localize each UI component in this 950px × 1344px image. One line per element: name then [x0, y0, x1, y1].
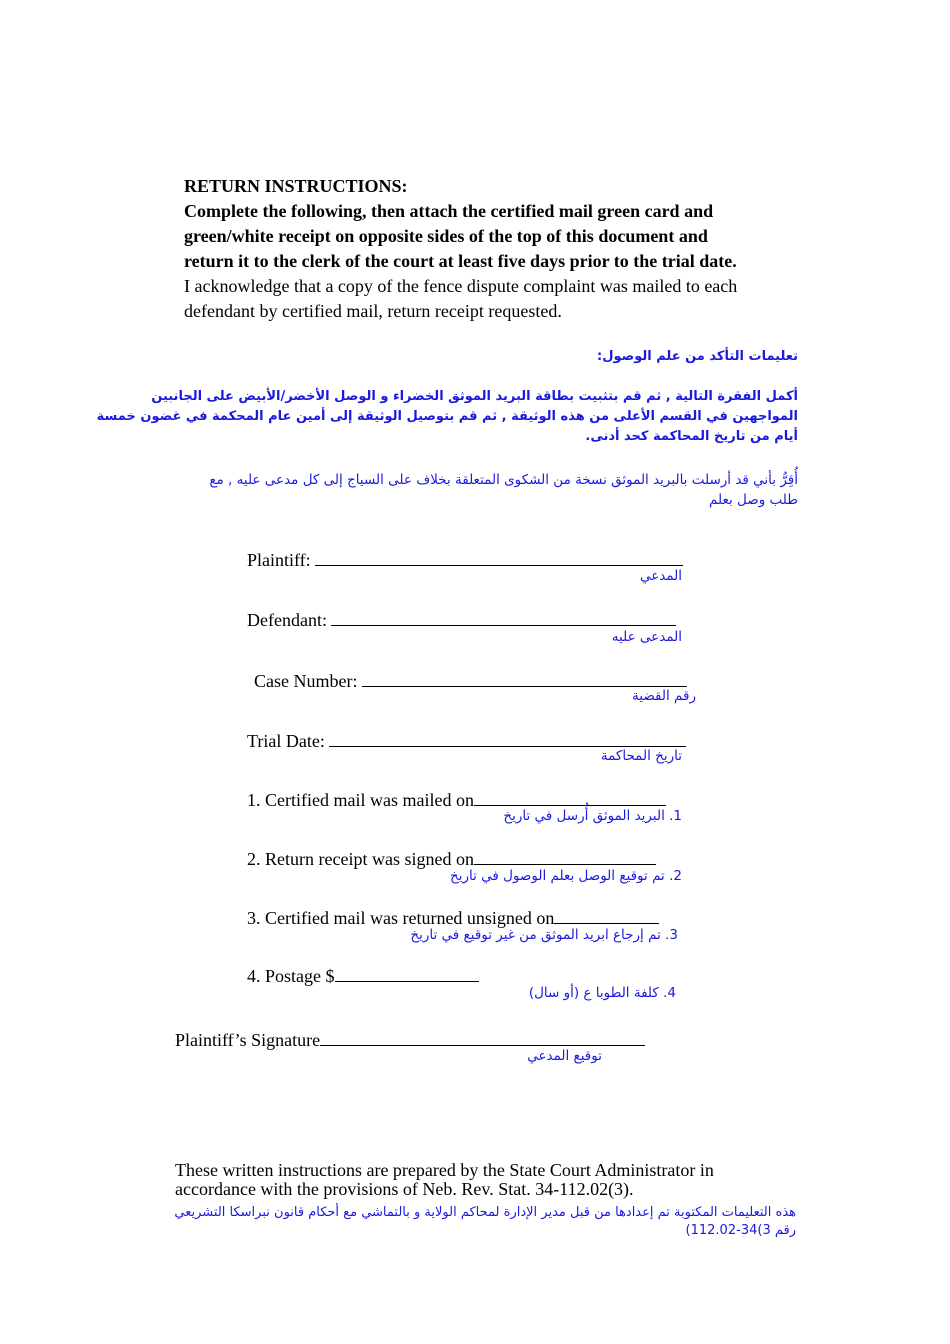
- blank-line[interactable]: [329, 728, 686, 747]
- arabic-instructions-line-3: أيام من تاريخ المحاكمة كحد أدنى.: [585, 429, 798, 444]
- footer-line-1: These written instructions are prepared by the State Court Administrator in: [175, 1160, 714, 1180]
- signature-arabic: توقيع المدعي: [527, 1048, 602, 1064]
- field-label: 4. Postage $: [247, 966, 335, 986]
- footer-line-2: accordance with the provisions of Neb. Rev. Stat. 34-112.02(3).: [175, 1179, 634, 1199]
- blank-line[interactable]: [362, 668, 687, 687]
- blank-line[interactable]: [335, 963, 479, 982]
- return-instructions-line-2: green/white receipt on opposite sides of the top of this document and: [184, 226, 708, 246]
- arabic-heading: تعليمات التأكد من علم الوصول:: [597, 349, 798, 364]
- blank-line[interactable]: [474, 846, 656, 865]
- field-arabic: المدعى عليه: [611, 629, 682, 645]
- field-label: Defendant:: [247, 610, 332, 630]
- return-instructions-line-1: Complete the following, then attach the certified mail green card and: [184, 201, 714, 221]
- field-label: Trial Date:: [247, 731, 330, 751]
- field-plaintiff[interactable]: [247, 547, 683, 571]
- field-label: Case Number:: [254, 671, 362, 691]
- signature-line[interactable]: [320, 1027, 645, 1046]
- field-arabic: رقم القضية: [632, 688, 696, 704]
- footer-arabic-line-2: رقم 3)34-112.02): [685, 1223, 796, 1238]
- blank-line[interactable]: [554, 905, 659, 924]
- blank-line[interactable]: [474, 787, 666, 806]
- field-arabic: 2. تم توقيع الوصل بعلم الوصول في تاريخ: [449, 868, 682, 884]
- field-postage[interactable]: [247, 963, 479, 987]
- field-arabic: 3. تم إرجاع ابريد الموثق من غير توقيع في تاريخ: [410, 927, 678, 943]
- field-arabic: تاريخ المحاكمة: [600, 748, 682, 764]
- field-label: 3. Certified mail was returned unsigned on: [247, 908, 555, 928]
- field-arabic: 4. كلفة الطوبا ع (أو سال): [528, 985, 676, 1001]
- field-arabic: المدعي: [639, 568, 682, 584]
- acknowledgement-line-2: defendant by certified mail, return receipt requested.: [184, 301, 562, 321]
- field-label: 2. Return receipt was signed on: [247, 849, 474, 869]
- field-case-number[interactable]: [254, 668, 687, 692]
- field-label: 1. Certified mail was mailed on: [247, 790, 474, 810]
- arabic-acknowledgement-line-1: أُقِرُّ بأني قد أرسلت بالبريد الموثق نسخة من الشكوى المتعلقة بخلاف على السياج إلى كل مدعى عليه , مع: [209, 472, 798, 488]
- arabic-instructions-line-2: المواجهين في القسم الأعلى من هذه الوثيقة , ثم قم بتوصيل الوثيقة إلى أمين عام المحكمة في غضون خمسة: [96, 409, 798, 424]
- blank-line[interactable]: [315, 547, 683, 566]
- field-label: Plaintiff:: [247, 550, 316, 570]
- return-instructions-heading: RETURN INSTRUCTIONS:: [184, 176, 408, 196]
- arabic-instructions-line-1: أكمل الفقرة التالية , ثم قم بتثبيت بطاقة البريد الموثق الخضراء و الوصل الأخضر/الأبيض على الجانبين: [151, 389, 798, 404]
- arabic-acknowledgement-line-2: طلب وصل بعلم: [709, 492, 798, 508]
- signature-label: Plaintiff’s Signature: [175, 1030, 321, 1050]
- return-instructions-line-3: return it to the clerk of the court at least five days prior to the trial date.: [184, 251, 737, 271]
- blank-line[interactable]: [331, 607, 676, 626]
- acknowledgement-line-1: I acknowledge that a copy of the fence dispute complaint was mailed to each: [184, 276, 738, 296]
- footer-arabic-line-1: هذه التعليمات المكتوبة تم إعدادها من قبل مدير الإدارة لمحاكم الولاية و بالتماشي مع أحكام قانون نبراسكا التشريعي: [174, 1205, 796, 1220]
- field-arabic: 1. البريد الموثق أُرسل في تاريخ: [503, 808, 682, 824]
